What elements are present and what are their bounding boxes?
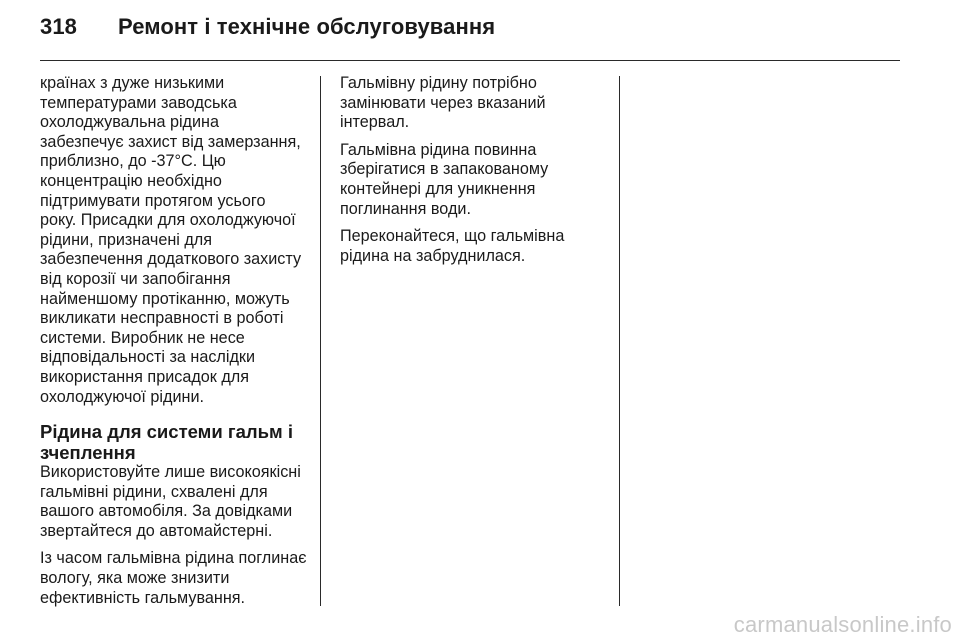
- column-divider-left: [320, 76, 321, 606]
- brake-fluid-paragraph-4: Гальмівна рідина повинна зберігатися в запакованому контейнері для уникнення поглинання води.: [340, 140, 549, 218]
- intro-paragraph: країнах з дуже низькими температурами заводська охолоджувальна рідина забезпечує захист від замерзання, приблизно, до -37°C. Цю концентрацію необхідно підтримувати протягом усього року. Присадки для охолоджуючої рідини, призначені для забезпечення додаткового захисту від корозії чи запобігання найменшому протіканню, можуть викликати несправності в роботі системи. Виробник не несе відповідальності за наслідки використання присадок для охолоджуючої рідини.: [40, 74, 302, 406]
- page-header: [40, 14, 495, 50]
- left-column: [40, 74, 312, 616]
- section-heading-brake-fluid: Рідина для системи гальм і зчеплення: [40, 421, 293, 464]
- column-divider-right: [619, 76, 620, 606]
- brake-fluid-paragraph-5: Переконайтеся, що гальмівна рідина на забруднилася.: [340, 227, 565, 265]
- brake-fluid-paragraph-1: Використовуйте лише високоякісні гальмівні рідини, схвалені для вашого автомобіля. За довідками звертайтеся до автомайстерні.: [40, 463, 301, 540]
- page-number: 318: [40, 14, 78, 39]
- brake-fluid-paragraph-2: Із часом гальмівна рідина поглинає вологу, яка може знизити ефективність гальмування.: [40, 549, 307, 607]
- brake-fluid-paragraph-3: Гальмівну рідину потрібно замінювати через вказаний інтервал.: [340, 74, 546, 132]
- header-divider: [40, 60, 900, 61]
- middle-column: [340, 74, 612, 274]
- watermark: carmanualsonline.info: [733, 612, 952, 637]
- page-title: Ремонт і технічне обслуговування: [118, 14, 496, 39]
